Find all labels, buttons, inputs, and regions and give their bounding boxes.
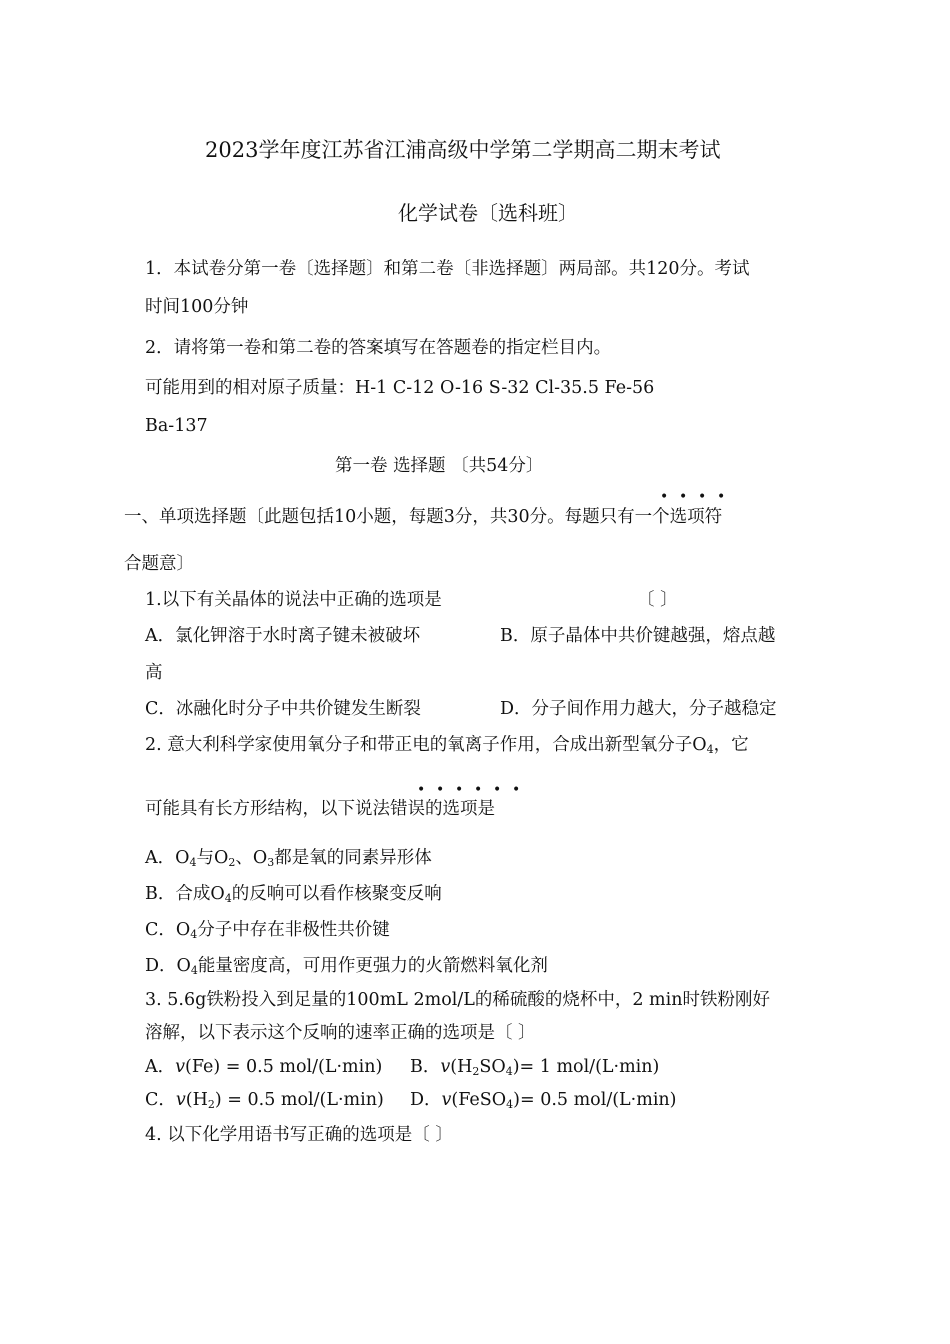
q3-stem: 3. 5.6g铁粉投入到足量的100mL 2mol/L的稀硫酸的烧杯中，2 min时铁粉刚好 [145,990,771,1010]
q1-option-b: B．原子晶体中共价键越强，熔点越 [500,626,776,646]
q2-stem: 2. 意大利科学家使用氧分子和带正电的氧离子作用，合成出新型氧分子$O_4$，它 [145,735,749,756]
instruction-1-cont: 时间100分钟 [145,297,249,317]
emphasis-dot: • [512,782,521,798]
emphasis-dot: • [698,489,707,505]
page-title: 2023学年度江苏省江浦高级中学第二学期高二期末考试 [205,138,721,162]
emphasis-dot: • [660,489,669,505]
emphasis-dot: • [717,489,726,505]
instruction-2: 2．请将第一卷和第二卷的答案填写在答题卷的指定栏目内。 [145,338,612,358]
emphasis-dot: • [455,782,464,798]
q3-option-c: C．$v(H_2) = 0.5$ mol/(L·min) [145,1090,384,1111]
q2-option-d: D．$O_4$能量密度高，可用作更强力的火箭燃料氧化剂 [145,956,548,977]
q2-option-c: C．$O_4$分子中存在非极性共价键 [145,920,390,941]
q3-option-b: B．$v(H_2SO_4)= 1$ mol/(L·min) [410,1057,660,1078]
instruction-1: 1．本试卷分第一卷〔选择题〕和第二卷〔非选择题〕两局部。共120分。考试 [145,259,750,279]
part1-heading: 第一卷 选择题 〔共54分〕 [335,456,544,476]
q2-option-b: B．合成$O_4$的反响可以看作核聚变反响 [145,884,442,905]
q1-option-a: A．氯化钾溶于水时离子键未被破坏 [145,626,421,646]
section1-heading: 一、单项选择题〔此题包括10小题，每题3分，共30分。每题只有一个选项符 [124,507,723,527]
q3-option-d: D．v(FeSO$_4$)= 0.5 mol/(L·min) [410,1090,677,1111]
page-subtitle: 化学试卷〔选科班〕 [398,201,578,225]
q3-stem-cont: 溶解，以下表示这个反响的速率正确的选项是〔 〕 [145,1023,536,1043]
q1-stem: 1.以下有关晶体的说法中正确的选项是 [145,590,442,610]
section1-heading-cont: 合题意〕 [124,554,194,574]
emphasis-dot: • [436,782,445,798]
atomic-mass-line-cont: Ba-137 [145,416,208,436]
q3-option-a: A．v(Fe) = 0.5 mol/(L·min) [145,1057,383,1077]
emphasis-dot: • [474,782,483,798]
q1-answer-bracket: 〔 〕 [637,590,678,610]
q2-option-a: A．$O_4$与$O_2$、$O_3$都是氧的同素异形体 [145,848,432,869]
q1-option-b-cont: 高 [145,663,163,683]
emphasis-dot: • [679,489,688,505]
atomic-mass-line: 可能用到的相对原子质量：H-1 C-12 O-16 S-32 Cl-35.5 Fe-56 [145,378,655,398]
q4-stem: 4. 以下化学用语书写正确的选项是〔 〕 [145,1125,453,1145]
q2-stem-cont: 可能具有长方形结构，以下说法错误的选项是 [145,799,495,819]
emphasis-dot: • [417,782,426,798]
q1-option-c: C．冰融化时分子中共价键发生断裂 [145,699,421,719]
q1-option-d: D．分子间作用力越大，分子越稳定 [500,699,777,719]
emphasis-dot: • [493,782,502,798]
